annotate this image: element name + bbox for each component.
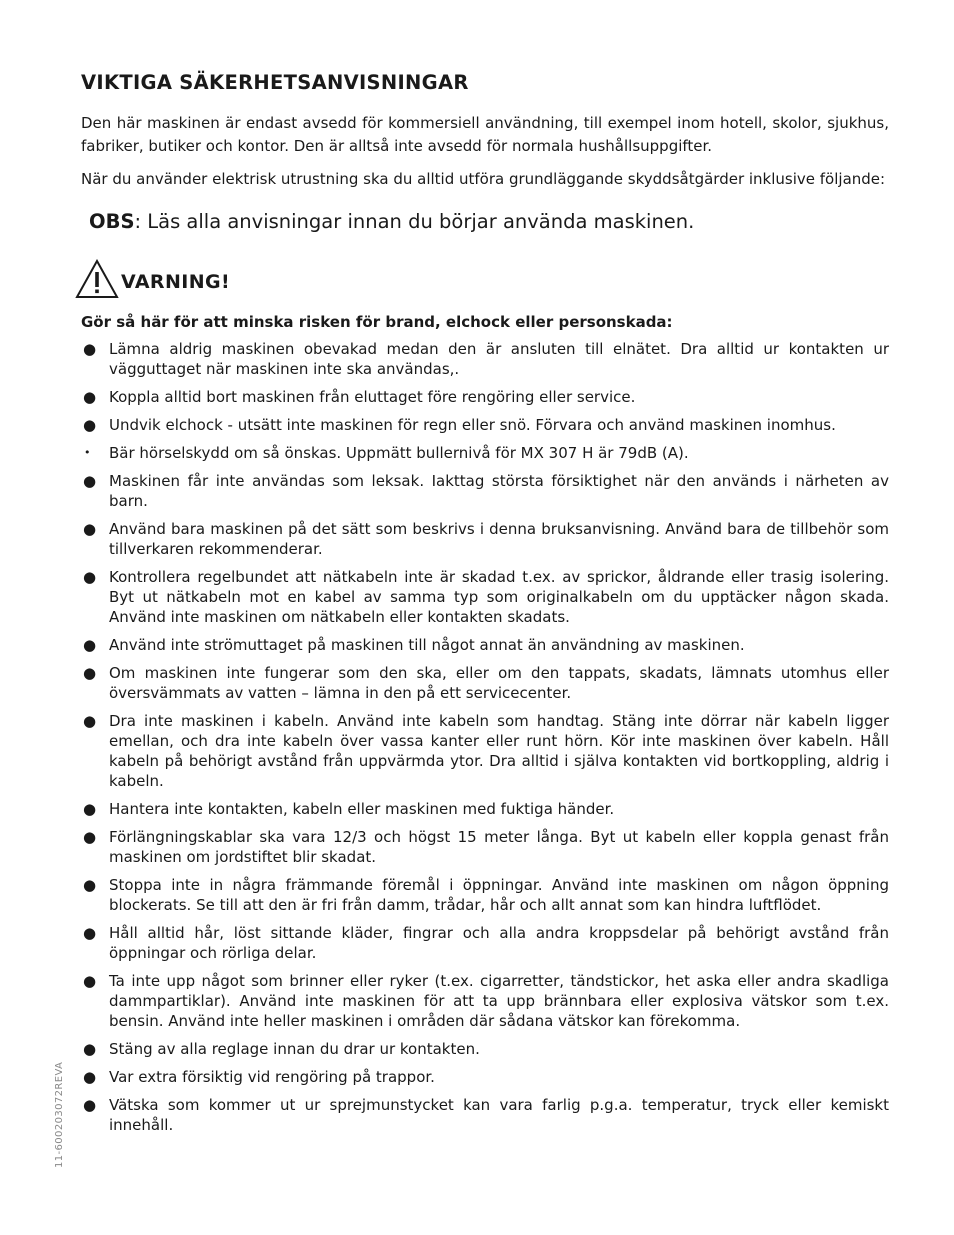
bullet-icon: ●	[83, 664, 97, 682]
page-title: VIKTIGA SÄKERHETSANVISNINGAR	[81, 71, 469, 94]
list-item-text: Om maskinen inte fungerar som den ska, eller om den tappats, skadats, lämnats utomhus eller översvämmats av vatten – lämna in den på ett servicecenter.	[109, 664, 889, 702]
list-item	[81, 1095, 889, 1135]
bullet-icon: ●	[83, 972, 97, 990]
list-item	[81, 415, 889, 435]
list-item-text: Hantera inte kontakten, kabeln eller maskinen med fuktiga händer.	[109, 800, 615, 818]
list-item-text: Kontrollera regelbundet att nätkabeln inte är skadad t.ex. av sprickor, åldrande eller trasig isolering. Byt ut nätkabeln mot en kabel av samma typ som originalkabeln om du upptäcker någon skada. Använd inte maskinen om nätkabeln eller kontakten skadats.	[109, 568, 889, 626]
bullet-icon: ●	[83, 520, 97, 538]
list-item	[81, 519, 889, 559]
document-page	[81, 70, 889, 1143]
bullet-icon: ●	[83, 712, 97, 730]
list-item-text: Vätska som kommer ut ur sprejmunstycket kan vara farlig p.g.a. temperatur, tryck eller kemiskt innehåll.	[109, 1096, 889, 1134]
bullet-icon: ●	[83, 340, 97, 358]
bullet-icon: ●	[83, 876, 97, 894]
obs-notice	[89, 209, 889, 235]
warning-subheading: Gör så här för att minska risken för brand, elchock eller personskada:	[81, 313, 673, 331]
bullet-icon: ●	[83, 636, 97, 654]
bullet-icon: ●	[83, 800, 97, 818]
list-item-text: Förlängningskablar ska vara 12/3 och högst 15 meter långa. Byt ut kabeln eller koppla genast från maskinen om jordstiftet blir skadat.	[109, 828, 889, 866]
list-item-text: Maskinen får inte användas som leksak. Iakttag största försiktighet när den används i närheten av barn.	[109, 472, 889, 510]
obs-label: OBS	[89, 210, 135, 233]
list-item	[81, 711, 889, 791]
document-code: 11-600203072REVA	[54, 1061, 65, 1168]
bullet-icon: ●	[83, 472, 97, 490]
list-item	[81, 875, 889, 915]
list-item	[81, 635, 889, 655]
list-item	[81, 799, 889, 819]
list-item-text: Håll alltid hår, löst sittande kläder, fingrar och alla andra kroppsdelar på behörigt avstånd från öppningar och rörliga delar.	[109, 924, 889, 962]
list-item	[81, 663, 889, 703]
bullet-icon: ●	[83, 1040, 97, 1058]
warning-triangle-icon	[75, 259, 119, 299]
list-item	[81, 971, 889, 1031]
bullet-icon: ●	[83, 1096, 97, 1114]
list-item	[81, 443, 889, 463]
list-item-text: Använd inte strömuttaget på maskinen till något annat än användning av maskinen.	[109, 636, 745, 654]
bullet-icon: ●	[83, 568, 97, 586]
list-item	[81, 923, 889, 963]
bullet-icon: ●	[83, 924, 97, 942]
list-item	[81, 387, 889, 407]
list-item	[81, 567, 889, 627]
list-item-text: Bär hörselskydd om så önskas. Uppmätt bullernivå för MX 307 H är 79dB (A).	[109, 444, 689, 462]
list-item	[81, 339, 889, 379]
list-item-text: Stäng av alla reglage innan du drar ur kontakten.	[109, 1040, 480, 1058]
list-item	[81, 1039, 889, 1059]
warning-title: VARNING!	[121, 271, 231, 293]
list-item-text: Undvik elchock - utsätt inte maskinen för regn eller snö. Förvara och använd maskinen inomhus.	[109, 416, 836, 434]
lead-paragraph: När du använder elektrisk utrustning ska du alltid utföra grundläggande skyddsåtgärder inklusive följande:	[81, 170, 886, 188]
safety-instructions-list	[81, 339, 889, 1135]
list-item	[81, 827, 889, 867]
list-item-text: Koppla alltid bort maskinen från eluttaget före rengöring eller service.	[109, 388, 636, 406]
list-item-text: Använd bara maskinen på det sätt som beskrivs i denna bruksanvisning. Använd bara de tillbehör som tillverkaren rekommenderar.	[109, 520, 889, 558]
list-item-text: Var extra försiktig vid rengöring på trappor.	[109, 1068, 435, 1086]
list-item-text: Stoppa inte in några främmande föremål i öppningar. Använd inte maskinen om någon öppning blockerats. Se till att den är fri från damm, trådar, hår och allt annat som kan hindra luftflödet.	[109, 876, 889, 914]
obs-text: : Läs alla anvisningar innan du börjar använda maskinen.	[134, 210, 695, 233]
warning-header	[75, 255, 889, 299]
bullet-icon: ●	[83, 416, 97, 434]
bullet-icon: ●	[83, 1068, 97, 1086]
bullet-icon: ●	[83, 388, 97, 406]
list-item	[81, 471, 889, 511]
list-item	[81, 1067, 889, 1087]
bullet-icon: ●	[83, 828, 97, 846]
list-item-text: Lämna aldrig maskinen obevakad medan den är ansluten till elnätet. Dra alltid ur kontakten ur vägguttaget när maskinen inte ska användas,.	[109, 340, 889, 378]
intro-paragraph: Den här maskinen är endast avsedd för kommersiell användning, till exempel inom hotell, skolor, sjukhus, fabriker, butiker och kontor. Den är alltså inte avsedd för normala hushållsuppgifter.	[81, 114, 889, 155]
list-item-text: Ta inte upp något som brinner eller ryker (t.ex. cigarretter, tändstickor, het aska eller andra skadliga dammpartiklar). Använd inte maskinen för att ta upp brännbara eller explosiva vätskor som t.ex. bensin. Använd inte heller maskinen i områden där sådana vätskor kan förekomma.	[109, 972, 889, 1030]
bullet-icon: •	[84, 446, 91, 459]
list-item-text: Dra inte maskinen i kabeln. Använd inte kabeln som handtag. Stäng inte dörrar när kabeln ligger emellan, och dra inte kabeln över vassa kanter eller runt hörn. Kör inte maskinen över kabeln. Håll kabeln på behörigt avstånd från uppvärmda ytor. Dra alltid i själva kontakten vid bortkoppling, aldrig i kabeln.	[109, 712, 889, 790]
